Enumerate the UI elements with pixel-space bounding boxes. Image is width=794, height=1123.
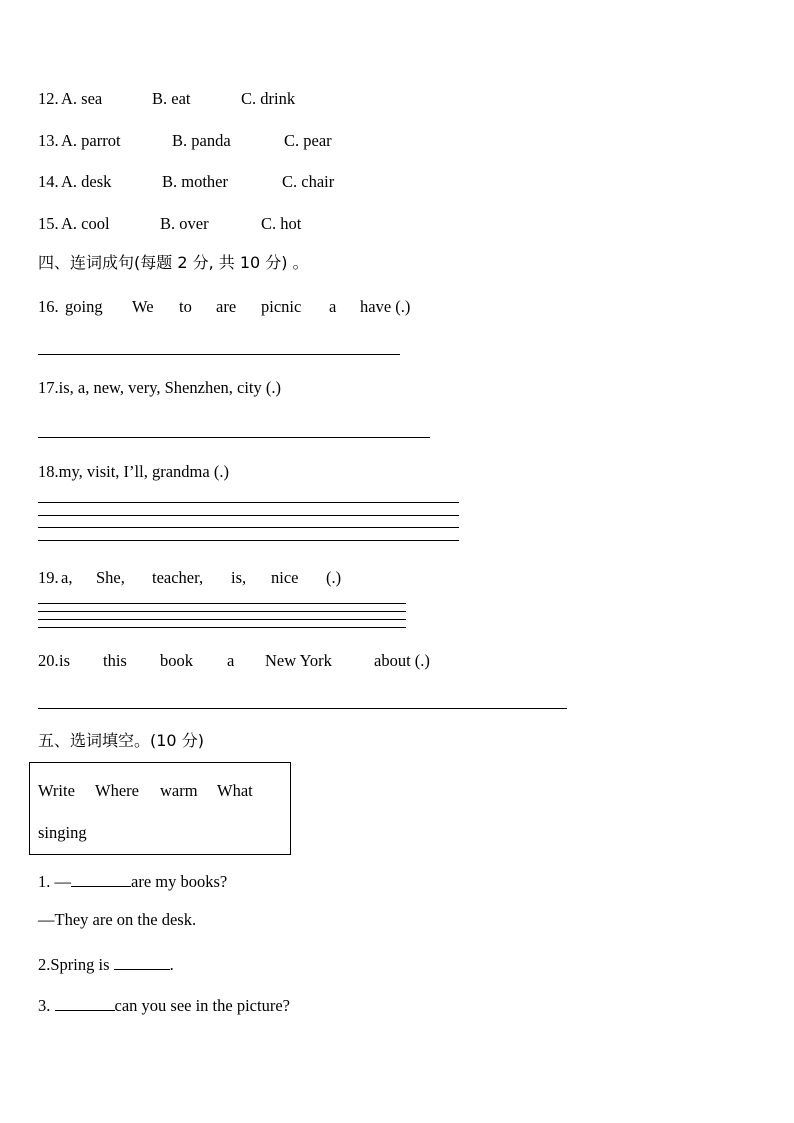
question-15	[0, 214, 794, 234]
question-17: 17.is, a, new, very, Shenzhen, city (.)	[38, 378, 281, 397]
word: to	[179, 297, 192, 316]
answer-line-18a[interactable]	[38, 502, 459, 503]
word-bank-box	[29, 762, 291, 855]
question-number: 12.	[38, 89, 59, 108]
question-suffix: .	[169, 955, 174, 974]
question-20	[0, 651, 794, 671]
fill-question-1-answer: —They are on the desk.	[38, 910, 197, 929]
question-16	[0, 297, 794, 317]
blank-3[interactable]	[55, 995, 115, 1011]
word-bank-word: Where	[95, 781, 139, 800]
word: We	[132, 297, 154, 316]
blank-2[interactable]	[114, 954, 170, 970]
question-prefix: 2.Spring is	[38, 955, 110, 974]
option-b: B. over	[160, 214, 209, 233]
word: are	[216, 297, 237, 316]
word: (.)	[326, 568, 342, 587]
answer-line-19b[interactable]	[38, 611, 406, 612]
word: going	[65, 297, 103, 316]
option-c: C. drink	[241, 89, 296, 108]
word: have (.)	[360, 297, 411, 316]
answer-line-17[interactable]	[38, 437, 430, 438]
answer-line-19d[interactable]	[38, 627, 406, 628]
option-c: C. chair	[282, 172, 335, 191]
section4-heading: 四、连词成句(每题 2 分, 共 10 分) 。	[38, 253, 309, 272]
question-prefix: 1. —	[38, 872, 71, 891]
question-19	[0, 568, 794, 588]
question-14	[0, 172, 794, 192]
question-number: 15.	[38, 214, 59, 233]
word: is	[59, 651, 71, 670]
word: book	[160, 651, 193, 670]
answer-line-18c[interactable]	[38, 527, 459, 528]
question-number: 19.	[38, 568, 59, 587]
answer-line-20[interactable]	[38, 708, 567, 709]
answer-line-19a[interactable]	[38, 603, 406, 604]
question-number: 16.	[38, 297, 59, 316]
word: a	[329, 297, 337, 316]
word: a	[227, 651, 235, 670]
option-a: A. cool	[61, 214, 110, 233]
question-suffix: are my books?	[131, 872, 228, 891]
word-bank-word: warm	[160, 781, 198, 800]
option-a: A. desk	[61, 172, 112, 191]
option-c: C. hot	[261, 214, 302, 233]
question-number: 14.	[38, 172, 59, 191]
word: She,	[96, 568, 125, 587]
option-b: B. panda	[172, 131, 231, 150]
question-suffix: can you see in the picture?	[114, 996, 290, 1015]
answer-line-16[interactable]	[38, 354, 400, 355]
question-prefix: 3.	[38, 996, 51, 1015]
fill-question-3	[38, 995, 290, 1015]
word: picnic	[261, 297, 302, 316]
option-c: C. pear	[284, 131, 332, 150]
word: about (.)	[374, 651, 430, 670]
question-12	[0, 89, 794, 109]
fill-question-1	[38, 871, 227, 891]
word: New York	[265, 651, 332, 670]
option-b: B. eat	[152, 89, 191, 108]
section5-heading: 五、选词填空。(10 分)	[38, 731, 204, 750]
question-number: 20.	[38, 651, 59, 670]
word-bank-word: What	[217, 781, 253, 800]
option-a: A. parrot	[61, 131, 121, 150]
word: this	[103, 651, 127, 670]
blank-1[interactable]	[71, 871, 131, 887]
question-18: 18.my, visit, I’ll, grandma (.)	[38, 462, 229, 481]
word: teacher,	[152, 568, 204, 587]
word: a,	[61, 568, 73, 587]
option-a: A. sea	[61, 89, 103, 108]
word-bank-word: Write	[38, 781, 75, 800]
option-b: B. mother	[162, 172, 228, 191]
question-number: 13.	[38, 131, 59, 150]
answer-line-18d[interactable]	[38, 540, 459, 541]
answer-line-19c[interactable]	[38, 619, 406, 620]
word: nice	[271, 568, 299, 587]
fill-question-2	[38, 954, 174, 974]
answer-line-18b[interactable]	[38, 515, 459, 516]
word: is,	[231, 568, 247, 587]
question-13	[0, 131, 794, 151]
word-bank-word: singing	[38, 823, 87, 842]
